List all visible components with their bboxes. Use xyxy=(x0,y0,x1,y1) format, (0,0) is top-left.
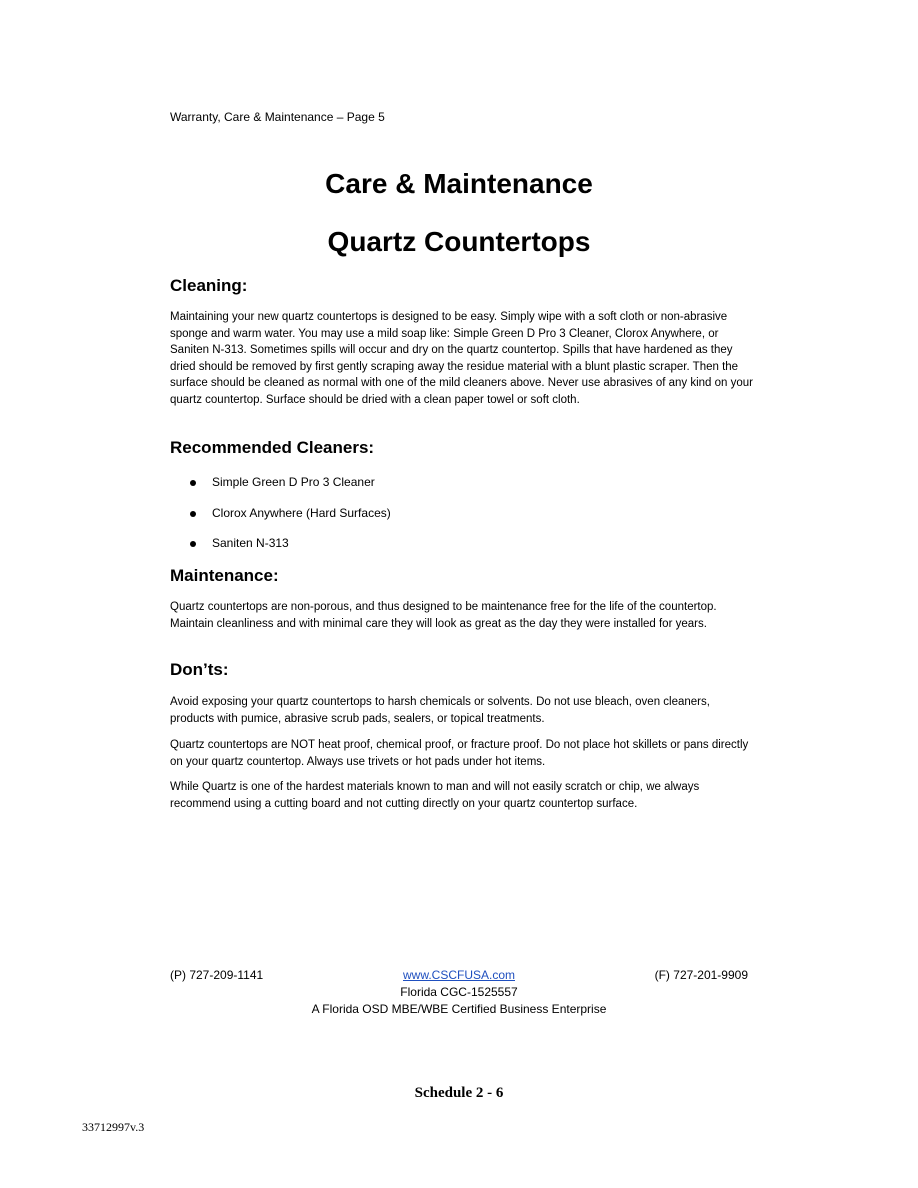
running-header: Warranty, Care & Maintenance – Page 5 xyxy=(170,110,385,124)
cleaning-heading: Cleaning: xyxy=(170,276,248,295)
list-item xyxy=(190,475,391,506)
donts-paragraph-3: While Quartz is one of the hardest materials known to man and will not easily scratch or chip, we always recommend using a cutting board and not cutting directly on your quartz countertop surface. xyxy=(170,781,700,810)
footer-license: Florida CGC-1525557 xyxy=(400,985,518,999)
donts-heading: Don’ts: xyxy=(170,660,229,679)
donts-paragraph-1: Avoid exposing your quartz countertops to harsh chemicals or solvents. Do not use bleach, oven cleaners, products with pumice, abrasive scrub pads, sealers, or topical treatments. xyxy=(170,696,710,725)
donts-paragraph-2: Quartz countertops are NOT heat proof, chemical proof, or fracture proof. Do not place hot skillets or pans directly on your quartz countertop. Always use trivets or hot pads under hot items. xyxy=(170,739,749,768)
maintenance-paragraph: Quartz countertops are non-porous, and thus designed to be maintenance free for the life of the countertop. Maintain cleanliness and with minimal care they will look as great as the day they were installed for years. xyxy=(170,601,717,630)
page-subtitle: Quartz Countertops xyxy=(327,226,591,257)
footer-phone: (P) 727-209-1141 xyxy=(170,968,264,982)
footer-certification: A Florida OSD MBE/WBE Certified Business Enterprise xyxy=(311,1002,607,1016)
list-item xyxy=(190,506,391,537)
list-item-label: Simple Green D Pro 3 Cleaner xyxy=(212,475,375,489)
recommended-cleaners-heading: Recommended Cleaners: xyxy=(170,438,375,457)
maintenance-heading: Maintenance: xyxy=(170,566,279,585)
schedule-label: Schedule 2 - 6 xyxy=(414,1085,504,1101)
recommended-cleaners-list xyxy=(190,475,391,567)
bullet-icon xyxy=(190,541,196,547)
footer-fax: (F) 727-201-9909 xyxy=(654,968,748,982)
cleaning-paragraph: Maintaining your new quartz countertops is designed to be easy. Simply wipe with a soft cloth or non-abrasive sponge and warm water. You may use a mild soap like: Simple Green D Pro 3 Cleaner, Clorox Anywhere, or Saniten N-313. Sometimes spills will occur and dry on the quartz countertop. Spills that have hardened as they dried should be removed by first gently scraping away the residue material with a blunt plastic scraper. Then the surface should be cleaned as normal with one of the mild cleaners above. Never use abrasives of any kind on your quartz countertop. Surface should be dried with a clean paper towel or soft cloth. xyxy=(170,311,753,406)
list-item-label: Saniten N-313 xyxy=(212,536,289,550)
bullet-icon xyxy=(190,511,196,517)
page-title: Care & Maintenance xyxy=(325,168,593,199)
website-link[interactable]: www.CSCFUSA.com xyxy=(402,968,515,982)
list-item-label: Clorox Anywhere (Hard Surfaces) xyxy=(212,505,391,520)
document-id: 33712997v.3 xyxy=(82,1120,145,1134)
bullet-icon xyxy=(190,480,196,486)
list-item xyxy=(190,536,391,567)
